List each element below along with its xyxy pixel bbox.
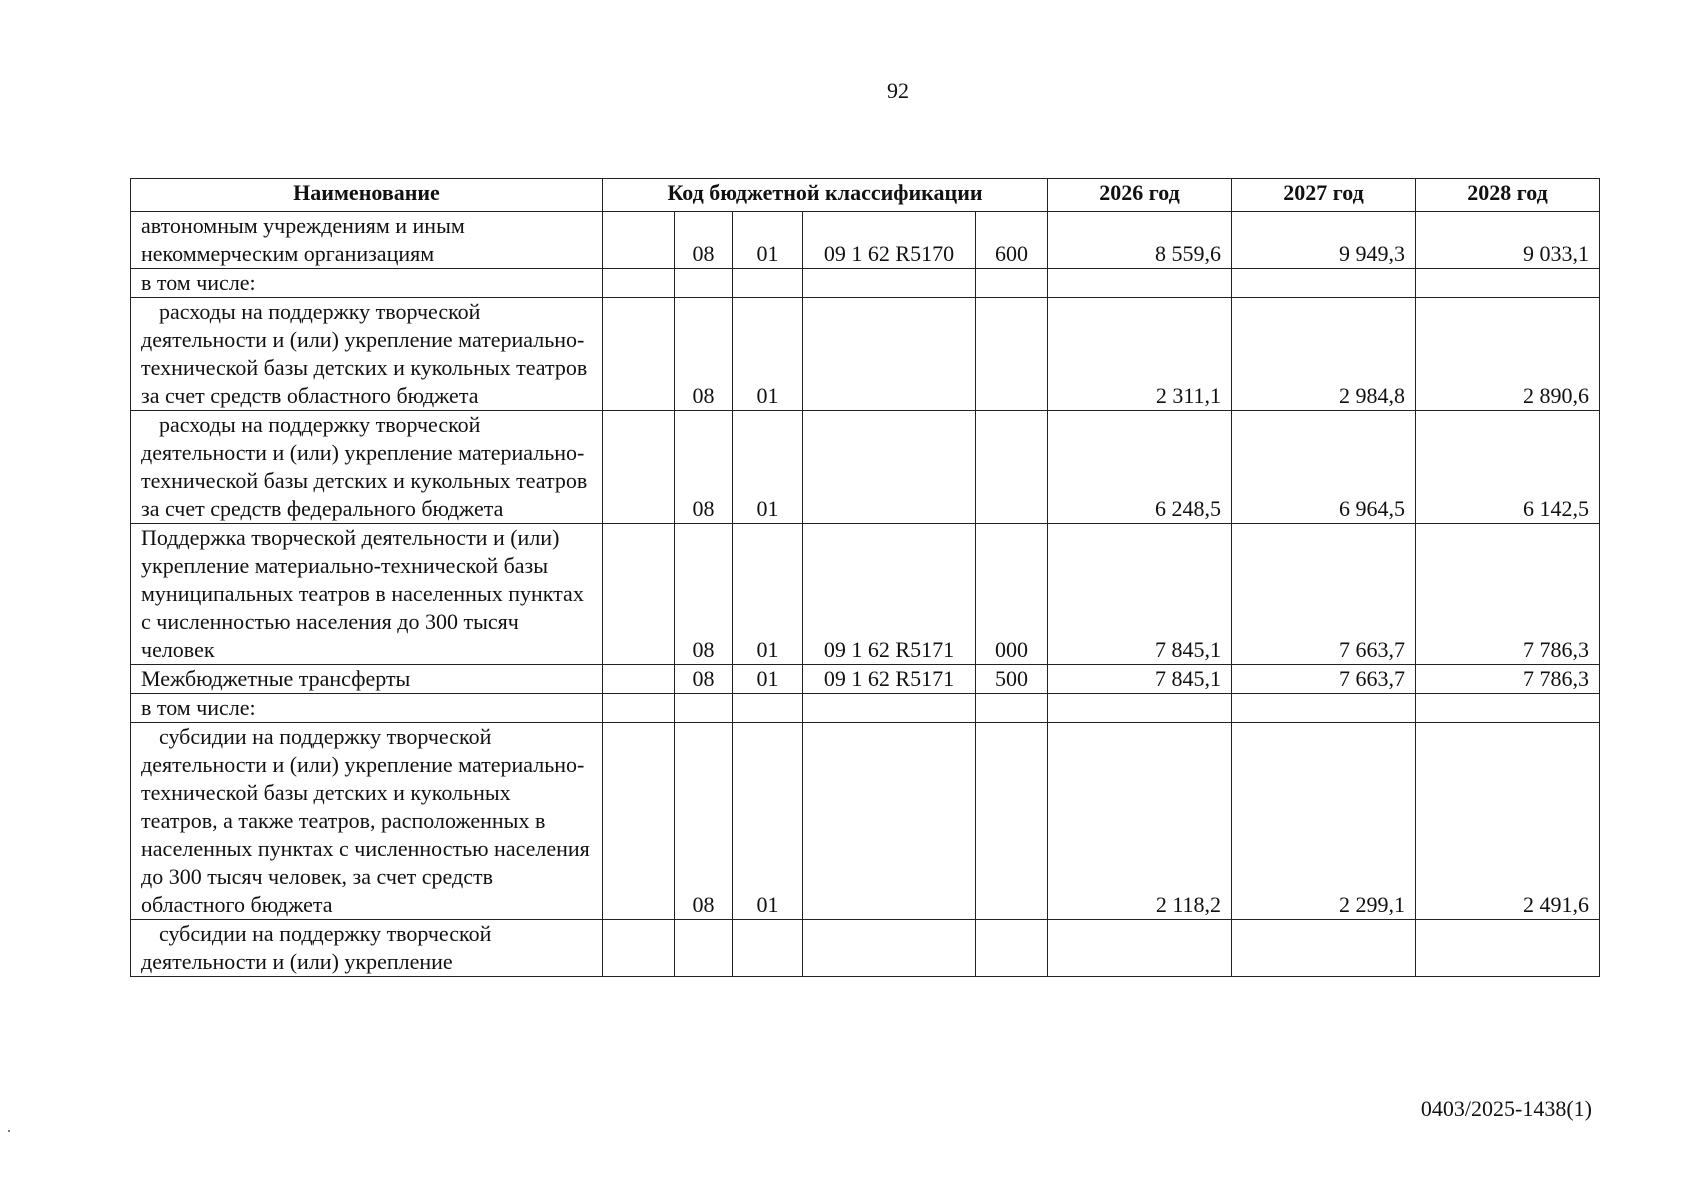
- row-value-2027: 9 949,3: [1232, 212, 1416, 269]
- row-value-2026: [1048, 920, 1232, 977]
- row-code-empty: [603, 212, 675, 269]
- row-code-expense-type: 500: [976, 665, 1048, 694]
- table-header-row: [131, 179, 1600, 212]
- row-name: субсидии на поддержку творческой деятельности и (или) укрепление материально-технической базы детских и кукольных театров, а также театров, расположенных в населенных пунктах с численностью населения до 300 тысяч человек, за счет средств областного бюджета: [131, 723, 603, 920]
- page-number: 92: [887, 78, 909, 103]
- header-2026: 2026 год: [1048, 179, 1232, 212]
- row-value-2026: 6 248,5: [1048, 411, 1232, 524]
- row-code-empty: [603, 269, 675, 298]
- row-code-empty: [603, 694, 675, 723]
- row-value-2027: 6 964,5: [1232, 411, 1416, 524]
- header-budget-code: Код бюджетной классификации: [603, 179, 1048, 212]
- row-value-2026: 2 311,1: [1048, 298, 1232, 411]
- row-value-2027: [1232, 694, 1416, 723]
- row-code-expense-type: [976, 269, 1048, 298]
- row-code-subsection: 01: [733, 665, 803, 694]
- row-code-target: [803, 723, 976, 920]
- row-code-section: 08: [675, 298, 733, 411]
- row-code-empty: [603, 298, 675, 411]
- row-code-section: 08: [675, 723, 733, 920]
- table-row: [131, 212, 1600, 269]
- row-code-target: [803, 411, 976, 524]
- row-code-target: [803, 269, 976, 298]
- row-value-2028: 2 491,6: [1416, 723, 1600, 920]
- row-name: расходы на поддержку творческой деятельности и (или) укрепление материально-технической базы детских и кукольных театров за счет средств областного бюджета: [131, 298, 603, 411]
- row-code-expense-type: [976, 723, 1048, 920]
- row-code-empty: [603, 723, 675, 920]
- table-row: [131, 723, 1600, 920]
- row-code-target: 09 1 62 R5171: [803, 665, 976, 694]
- row-code-empty: [603, 411, 675, 524]
- document-code: 0403/2025-1438(1): [1420, 1096, 1592, 1121]
- row-code-subsection: 01: [733, 212, 803, 269]
- row-value-2027: 2 984,8: [1232, 298, 1416, 411]
- table-row: [131, 920, 1600, 977]
- table-row: [131, 524, 1600, 665]
- row-code-expense-type: [976, 694, 1048, 723]
- row-name: автономным учреждениям и иным некоммерческим организациям: [131, 212, 603, 269]
- row-value-2026: [1048, 269, 1232, 298]
- row-value-2027: 7 663,7: [1232, 524, 1416, 665]
- row-code-expense-type: [976, 298, 1048, 411]
- row-code-subsection: 01: [733, 723, 803, 920]
- table-row: [131, 665, 1600, 694]
- row-code-subsection: [733, 269, 803, 298]
- row-value-2026: [1048, 694, 1232, 723]
- row-code-section: 08: [675, 665, 733, 694]
- row-code-empty: [603, 524, 675, 665]
- row-code-expense-type: 000: [976, 524, 1048, 665]
- row-value-2026: 7 845,1: [1048, 665, 1232, 694]
- row-value-2028: [1416, 694, 1600, 723]
- row-value-2028: 2 890,6: [1416, 298, 1600, 411]
- row-code-section: [675, 269, 733, 298]
- row-name: в том числе:: [131, 269, 603, 298]
- row-code-section: 08: [675, 524, 733, 665]
- row-value-2027: [1232, 920, 1416, 977]
- row-code-subsection: 01: [733, 298, 803, 411]
- row-code-target: 09 1 62 R5171: [803, 524, 976, 665]
- row-value-2027: 2 299,1: [1232, 723, 1416, 920]
- row-value-2026: 8 559,6: [1048, 212, 1232, 269]
- row-value-2028: 6 142,5: [1416, 411, 1600, 524]
- row-code-section: 08: [675, 212, 733, 269]
- row-code-target: [803, 920, 976, 977]
- row-value-2027: [1232, 269, 1416, 298]
- row-code-target: [803, 298, 976, 411]
- budget-table: [130, 178, 1600, 977]
- row-code-subsection: [733, 694, 803, 723]
- table-row: [131, 411, 1600, 524]
- row-code-empty: [603, 920, 675, 977]
- table-row: [131, 298, 1600, 411]
- row-value-2026: 7 845,1: [1048, 524, 1232, 665]
- row-code-expense-type: [976, 411, 1048, 524]
- row-name: субсидии на поддержку творческой деятельности и (или) укрепление: [131, 920, 603, 977]
- header-2027: 2027 год: [1232, 179, 1416, 212]
- row-value-2028: [1416, 920, 1600, 977]
- row-code-subsection: 01: [733, 411, 803, 524]
- row-name: расходы на поддержку творческой деятельности и (или) укрепление материально-технической базы детских и кукольных театров за счет средств федерального бюджета: [131, 411, 603, 524]
- row-code-expense-type: [976, 920, 1048, 977]
- row-code-target: 09 1 62 R5170: [803, 212, 976, 269]
- row-code-target: [803, 694, 976, 723]
- row-code-section: [675, 920, 733, 977]
- row-code-subsection: 01: [733, 524, 803, 665]
- row-value-2026: 2 118,2: [1048, 723, 1232, 920]
- header-2028: 2028 год: [1416, 179, 1600, 212]
- row-code-subsection: [733, 920, 803, 977]
- table-row: [131, 694, 1600, 723]
- scan-dot: [8, 1130, 10, 1132]
- row-name: Межбюджетные трансферты: [131, 665, 603, 694]
- header-name: Наименование: [131, 179, 603, 212]
- row-value-2028: [1416, 269, 1600, 298]
- row-code-section: [675, 694, 733, 723]
- row-code-expense-type: 600: [976, 212, 1048, 269]
- row-value-2028: 9 033,1: [1416, 212, 1600, 269]
- row-code-section: 08: [675, 411, 733, 524]
- row-value-2027: 7 663,7: [1232, 665, 1416, 694]
- row-value-2028: 7 786,3: [1416, 665, 1600, 694]
- table-row: [131, 269, 1600, 298]
- row-value-2028: 7 786,3: [1416, 524, 1600, 665]
- row-name: Поддержка творческой деятельности и (или) укрепление материально-технической базы муниципальных театров в населенных пунктах с численностью населения до 300 тысяч человек: [131, 524, 603, 665]
- row-name: в том числе:: [131, 694, 603, 723]
- row-code-empty: [603, 665, 675, 694]
